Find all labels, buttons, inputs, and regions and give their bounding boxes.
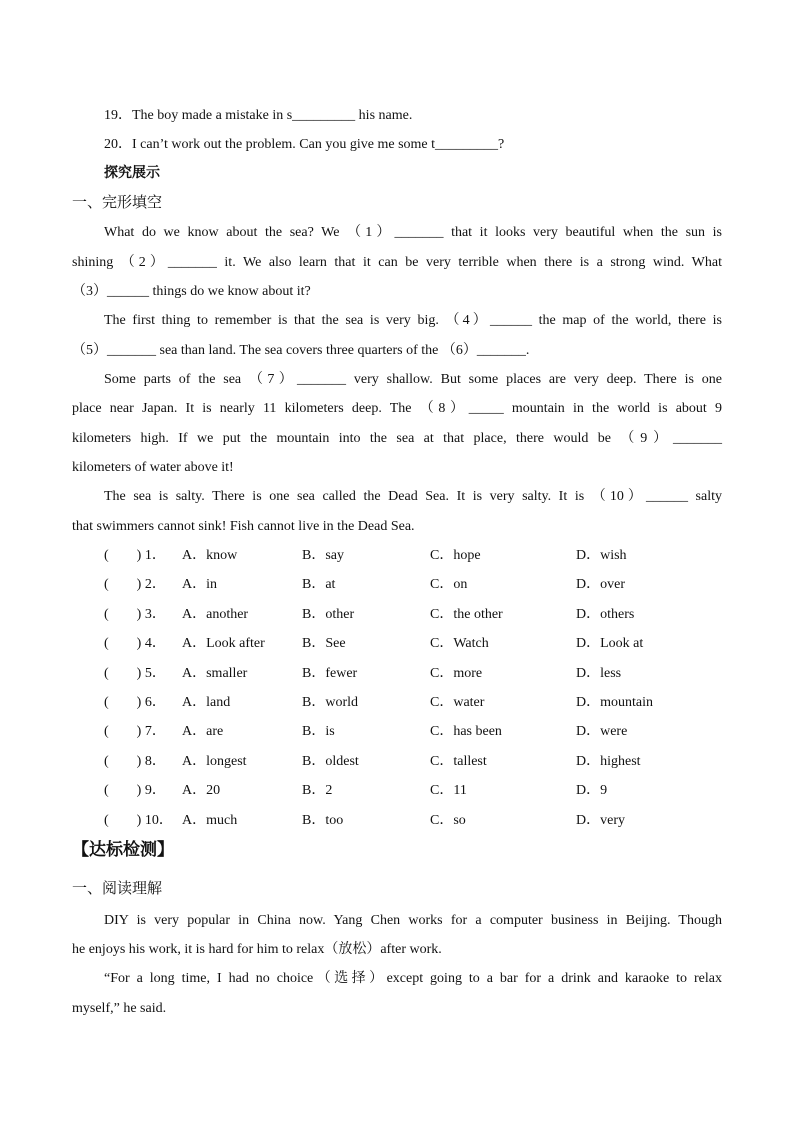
option-b: B．See	[302, 636, 346, 651]
cloze-p1-l2: shining （2）_______ it. We also learn that it can be very terrible when there is a strong wind. What	[72, 255, 722, 270]
option-d: D．over	[576, 577, 625, 592]
question-number: ( ) 1．	[104, 548, 166, 563]
option-b: B．too	[302, 813, 344, 828]
reading-l2: he enjoys his work, it is hard for him to relax（放松）after work.	[72, 942, 442, 957]
option-b: B．fewer	[302, 666, 358, 681]
option-b: B．world	[302, 695, 358, 710]
reading-l1: DIY is very popular in China now. Yang Chen works for a computer business in Beijing. Though	[104, 913, 722, 928]
question-20: 20．I can’t work out the problem. Can you give me some t_________?	[104, 137, 505, 152]
section-explore-heading: 探究展示	[104, 166, 160, 181]
option-d: D．others	[576, 607, 635, 622]
option-c: C．has been	[430, 724, 502, 739]
option-a: A．20	[182, 783, 221, 798]
question-number: ( ) 4．	[104, 636, 166, 651]
option-a: A．know	[182, 548, 238, 563]
option-b: B．is	[302, 724, 335, 739]
option-c: C．the other	[430, 607, 503, 622]
cloze-p2-l2: （5）_______ sea than land. The sea covers three quarters of the （6）_______.	[72, 343, 530, 358]
question-number: ( ) 9．	[104, 783, 166, 798]
cloze-p4-l2: that swimmers cannot sink! Fish cannot live in the Dead Sea.	[72, 519, 415, 534]
question-19: 19．The boy made a mistake in s_________ his name.	[104, 108, 413, 123]
option-d: D．wish	[576, 548, 627, 563]
option-a: A．in	[182, 577, 217, 592]
cloze-p4-l1: The sea is salty. There is one sea called the Dead Sea. It is very salty. It is （10）______ salty	[104, 489, 722, 504]
option-c: C．water	[430, 695, 485, 710]
option-a: A．much	[182, 813, 238, 828]
cloze-p1-l3: （3）______ things do we know about it?	[72, 284, 311, 299]
question-number: ( ) 6．	[104, 695, 166, 710]
option-b: B．2	[302, 783, 333, 798]
question-number: ( ) 5．	[104, 666, 166, 681]
option-c: C．more	[430, 666, 483, 681]
option-b: B．at	[302, 577, 336, 592]
cloze-p3-l1: Some parts of the sea （7）_______ very shallow. But some places are very deep. There is one	[104, 372, 722, 387]
option-c: C．11	[430, 783, 467, 798]
option-c: C．hope	[430, 548, 481, 563]
option-a: A．longest	[182, 754, 247, 769]
question-number: ( ) 10．	[104, 813, 173, 828]
option-b: B．oldest	[302, 754, 359, 769]
reading-l3: “For a long time, I had no choice（选择）except going to a bar for a drink and karaoke to relax	[104, 971, 722, 986]
option-b: B．say	[302, 548, 344, 563]
option-d: D．very	[576, 813, 625, 828]
cloze-heading: 一、完形填空	[72, 195, 163, 211]
question-number: ( ) 8．	[104, 754, 166, 769]
cloze-p2-l1: The first thing to remember is that the sea is very big. （4）______ the map of the world, there is	[104, 313, 722, 328]
option-b: B．other	[302, 607, 355, 622]
option-c: C．Watch	[430, 636, 489, 651]
option-c: C．on	[430, 577, 468, 592]
option-c: C．so	[430, 813, 466, 828]
reading-l4: myself,” he said.	[72, 1001, 167, 1016]
option-a: A．are	[182, 724, 224, 739]
option-d: D．Look at	[576, 636, 644, 651]
question-number: ( ) 3．	[104, 607, 166, 622]
option-c: C．tallest	[430, 754, 487, 769]
option-d: D．mountain	[576, 695, 653, 710]
cloze-p3-l3: kilometers high. If we put the mountain into the sea at that place, there would be （9）_______	[72, 431, 722, 446]
cloze-p3-l2: place near Japan. It is nearly 11 kilometers deep. The （8）_____ mountain in the world is about 9	[72, 401, 722, 416]
cloze-p1-l1: What do we know about the sea? We （1）_______ that it looks very beautiful when the sun is	[104, 225, 722, 240]
option-a: A．Look after	[182, 636, 265, 651]
option-a: A．smaller	[182, 666, 248, 681]
option-d: D．less	[576, 666, 622, 681]
question-number: ( ) 7．	[104, 724, 166, 739]
option-d: D．9	[576, 783, 608, 798]
cloze-p3-l4: kilometers of water above it!	[72, 460, 234, 475]
option-a: A．another	[182, 607, 249, 622]
reading-heading: 一、阅读理解	[72, 881, 163, 897]
option-d: D．highest	[576, 754, 641, 769]
option-a: A．land	[182, 695, 231, 710]
section-check-heading: 【达标检测】	[72, 840, 174, 859]
question-number: ( ) 2．	[104, 577, 166, 592]
option-d: D．were	[576, 724, 628, 739]
